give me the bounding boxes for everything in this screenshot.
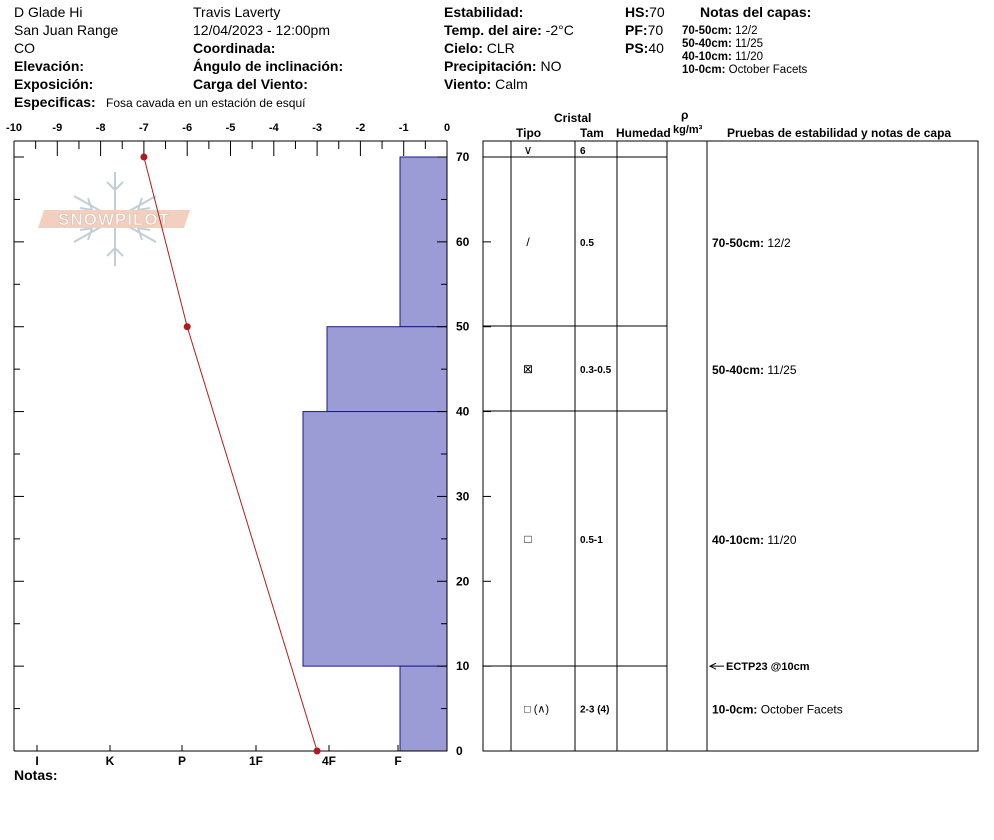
wind-load-label: Carga del Viento: xyxy=(193,76,308,92)
layer-test-note: 40-10cm: 11/20 xyxy=(712,532,797,547)
grain-size: 0.5-1 xyxy=(580,534,603,546)
observation-datetime: 12/04/2023 - 12:00pm xyxy=(193,22,330,38)
pf-label: PF: xyxy=(625,22,648,38)
stability-test-result: ECTP23 @10cm xyxy=(726,661,810,674)
specifics-value: Fosa cavada en un estación de esquí xyxy=(106,96,306,110)
hardness-bar xyxy=(327,327,447,412)
hardness-label: F xyxy=(394,754,402,768)
temp-tick-label: -3 xyxy=(312,122,322,134)
logo-text: SNOWPILOT xyxy=(58,210,170,229)
layer-note: 70-50cm: 12/2 xyxy=(682,25,758,37)
ps-label: PS: xyxy=(625,40,649,56)
temperature-point xyxy=(184,323,191,330)
depth-tick-label: 60 xyxy=(456,234,470,249)
tests-header: Pruebas de estabilidad y notas de capa xyxy=(727,126,952,140)
state: CO xyxy=(14,40,35,56)
hardness-bar xyxy=(400,666,447,751)
slope-angle-label: Ángulo de inclinación: xyxy=(193,58,344,74)
temperature-profile xyxy=(140,154,320,755)
wind-label: Viento: xyxy=(444,76,492,92)
layer-table xyxy=(483,141,978,751)
temp-tick-label: -2 xyxy=(355,122,366,134)
layer-test-note: 50-40cm: 11/25 xyxy=(712,363,797,378)
air-temp-value: -2°C xyxy=(545,22,574,38)
layer-note: 40-10cm: 11/20 xyxy=(682,51,764,63)
hs-value: 70 xyxy=(649,4,665,20)
hardness-label: 4F xyxy=(321,754,337,768)
hardness-axis xyxy=(35,745,401,768)
temp-tick-label: -7 xyxy=(139,122,149,134)
density-symbol: ρ xyxy=(681,108,689,122)
mountain-range: San Juan Range xyxy=(14,22,119,38)
precip-value: NO xyxy=(540,58,562,74)
layer-note: 10-0cm: October Facets xyxy=(682,64,808,76)
sky-label: Cielo: xyxy=(444,40,483,56)
ps-value: 40 xyxy=(648,40,664,56)
moisture-header: Humedad xyxy=(616,126,671,140)
stability-label: Estabilidad: xyxy=(444,4,524,20)
grain-type-symbol: □ xyxy=(524,531,532,546)
wind-value: Calm xyxy=(495,76,528,92)
temp-tick-label: -1 xyxy=(398,122,409,134)
site-name: D Glade Hi xyxy=(14,4,83,20)
depth-tick-label: 40 xyxy=(456,404,470,419)
grain-type-symbol: ⊠ xyxy=(522,362,534,377)
grain-type-symbol: ∨ xyxy=(523,143,533,157)
crystal-header: Cristal xyxy=(554,111,592,125)
notes-label: Notas: xyxy=(14,767,58,783)
grain-size: 0.3-0.5 xyxy=(580,365,612,377)
grain-size: 6 xyxy=(580,146,586,157)
depth-tick-label: 50 xyxy=(456,319,470,334)
elevation-label: Elevación: xyxy=(14,58,85,74)
specifics-label: Especificas: xyxy=(14,94,96,110)
depth-tick-label: 0 xyxy=(456,744,463,758)
layer-rows xyxy=(483,143,843,717)
temperature-point xyxy=(140,154,147,161)
layer-test-note: 70-50cm: 12/2 xyxy=(712,235,791,250)
temp-tick-label: -10 xyxy=(6,122,22,134)
temp-tick-label: -5 xyxy=(225,122,236,134)
pf-value: 70 xyxy=(647,22,664,38)
temp-tick-label: -9 xyxy=(52,122,63,134)
type-header: Tipo xyxy=(516,126,542,140)
hardness-label: 1F xyxy=(248,754,264,768)
size-header: Tam xyxy=(580,126,604,140)
depth-tick-label: 70 xyxy=(456,150,470,164)
temp-tick-label: -4 xyxy=(268,122,279,134)
sky-value: CLR xyxy=(486,40,515,56)
temperature-axis xyxy=(6,122,450,156)
grain-type-symbol: □ (∧) xyxy=(524,703,550,716)
grain-size: 2-3 (4) xyxy=(580,704,610,716)
grain-size: 0.5 xyxy=(580,237,594,249)
observer-name: Travis Laverty xyxy=(193,4,281,20)
temperature-point xyxy=(314,748,321,755)
hardness-label: P xyxy=(177,754,187,768)
temp-tick-label: -6 xyxy=(182,122,193,134)
temp-tick-label: -8 xyxy=(95,122,106,134)
depth-tick-label: 20 xyxy=(456,574,470,589)
density-unit: kg/m³ xyxy=(673,124,703,136)
coordinate-label: Coordinada: xyxy=(193,40,276,56)
layer-note: 50-40cm: 11/25 xyxy=(682,38,764,50)
aspect-label: Exposición: xyxy=(14,76,94,92)
depth-tick-label: 10 xyxy=(456,659,470,674)
air-temp-label: Temp. del aire: xyxy=(444,22,542,38)
snowpilot-logo xyxy=(38,172,190,266)
hardness-label: I xyxy=(35,754,39,768)
hs-label: HS: xyxy=(625,4,650,20)
hardness-profile xyxy=(303,157,447,751)
hardness-label: K xyxy=(105,754,115,768)
temperature-line xyxy=(144,157,317,751)
layer-notes-title: Notas del capas: xyxy=(700,4,812,20)
grain-type-symbol: / xyxy=(526,234,530,249)
hardness-bar xyxy=(303,412,447,667)
depth-tick-label: 30 xyxy=(456,489,470,504)
layer-test-note: 10-0cm: October Facets xyxy=(712,702,843,717)
precip-label: Precipitación: xyxy=(444,58,537,74)
temp-tick-label: 0 xyxy=(443,122,451,134)
